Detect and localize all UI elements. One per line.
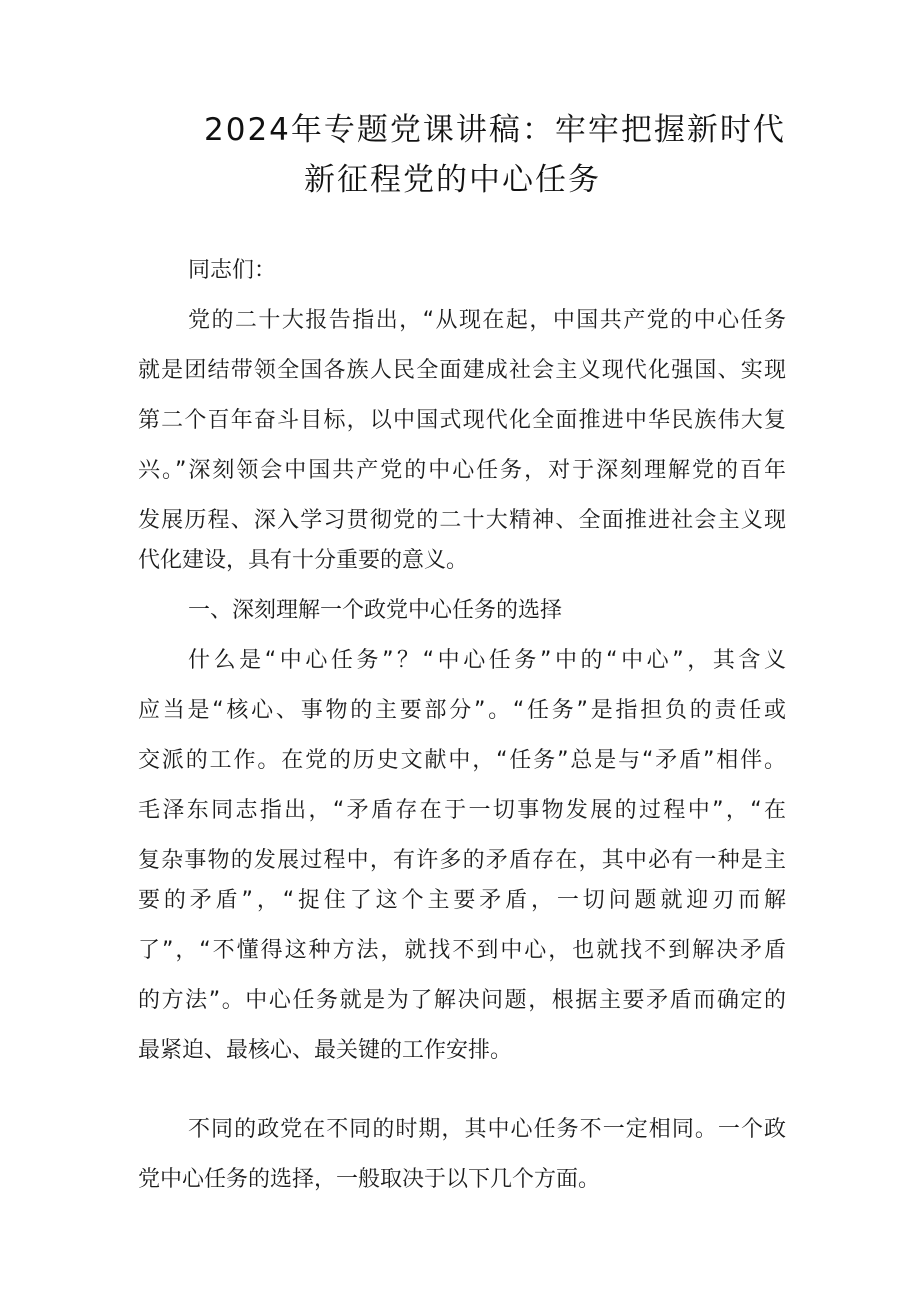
- paragraph-2-line: 什么是“中心任务”？“中心任务”中的“中心”，其含义: [188, 648, 786, 673]
- paragraph-1-line: 发展历程、深入学习贯彻党的二十大精神、全面推进社会主义现: [138, 508, 786, 533]
- paragraph-2-line: 的方法”。中心任务就是为了解决问题，根据主要矛盾而确定的: [138, 988, 786, 1013]
- document-title-line-2: 新征程党的中心任务: [304, 162, 601, 198]
- paragraph-1-line: 就是团结带领全国各族人民全面建成社会主义现代化强国、实现: [138, 358, 786, 383]
- paragraph-2-line: 复杂事物的发展过程中，有许多的矛盾存在，其中必有一种是主: [138, 848, 786, 873]
- salutation: 同志们：: [188, 258, 277, 283]
- document-title-line-1: 2024年专题党课讲稿：牢牢把握新时代: [204, 112, 786, 148]
- paragraph-2-line: 交派的工作。在党的历史文献中，“任务”总是与“矛盾”相伴。: [138, 748, 786, 773]
- paragraph-1-line: 兴。”深刻领会中国共产党的中心任务，对于深刻理解党的百年: [138, 458, 786, 483]
- paragraph-1-line: 党的二十大报告指出，“从现在起，中国共产党的中心任务: [188, 308, 786, 333]
- paragraph-1-line: 代化建设，具有十分重要的意义。: [138, 548, 469, 573]
- paragraph-1-line: 第二个百年奋斗目标，以中国式现代化全面推进中华民族伟大复: [138, 408, 786, 433]
- paragraph-2-line: 要的矛盾”，“捉住了这个主要矛盾，一切问题就迎刃而解: [138, 888, 786, 913]
- paragraph-2-line: 应当是“核心、事物的主要部分”。“任务”是指担负的责任或: [138, 698, 786, 723]
- paragraph-2-line: 最紧迫、最核心、最关键的工作安排。: [138, 1038, 513, 1063]
- section-heading: 一、深刻理解一个政党中心任务的选择: [188, 598, 563, 623]
- paragraph-3-line: 不同的政党在不同的时期，其中心任务不一定相同。一个政: [188, 1117, 786, 1142]
- paragraph-3-line: 党中心任务的选择，一般取决于以下几个方面。: [138, 1167, 601, 1192]
- paragraph-2-line: 了”，“不懂得这种方法，就找不到中心，也就找不到解决矛盾: [138, 938, 786, 963]
- paragraph-2-line: 毛泽东同志指出，“矛盾存在于一切事物发展的过程中”，“在: [138, 798, 786, 823]
